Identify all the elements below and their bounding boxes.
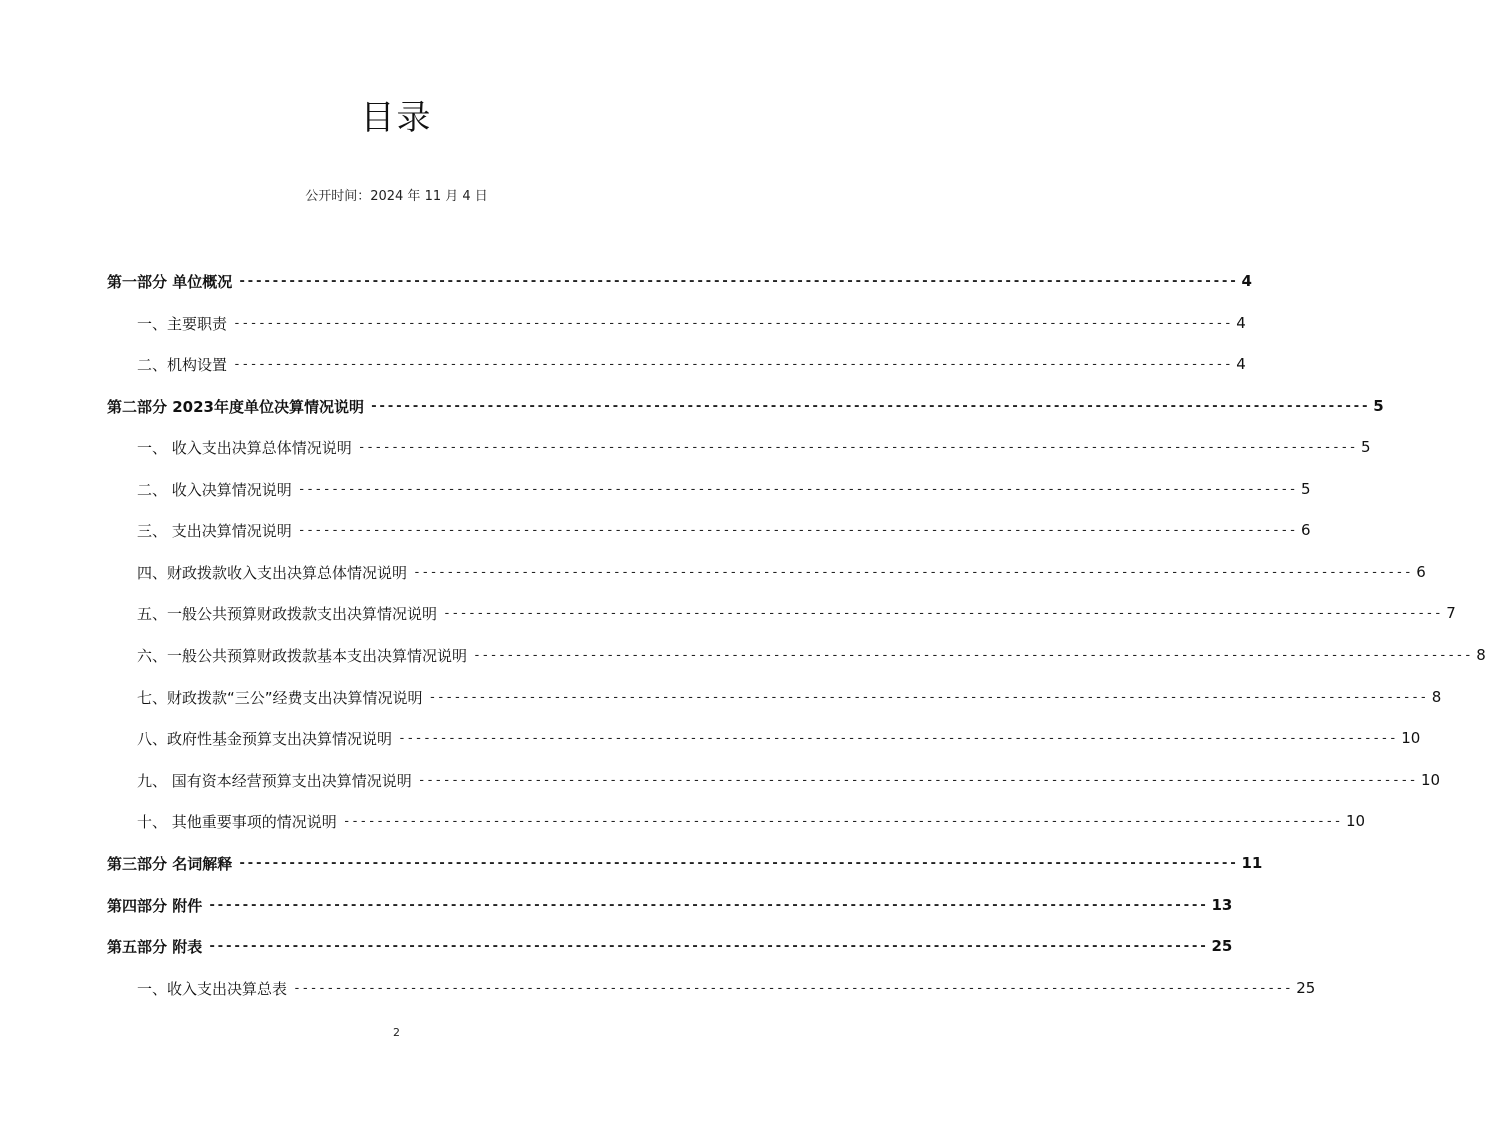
toc-entry-label: 八、政府性基金预算支出决算情况说明 [137, 729, 393, 748]
toc-dash-leader: ------------------------------------------------------------------------------------------------------------------------ [428, 689, 1428, 705]
toc-subsection-entry[interactable] [137, 351, 1246, 377]
toc-entry-label: 第五部分 附表 [107, 937, 203, 956]
toc-entry-page: 4 [1241, 272, 1252, 290]
toc-dash-leader: ------------------------------------------------------------------------------------------------------------------------ [297, 481, 1297, 497]
toc-entry-label: 第四部分 附件 [107, 896, 203, 915]
toc-subsection-entry[interactable] [137, 600, 1456, 626]
toc-subsection-entry[interactable] [137, 476, 1311, 502]
toc-entry-label: 一、收入支出决算总表 [137, 979, 288, 998]
toc-entry-label: 九、 国有资本经营预算支出决算情况说明 [137, 771, 412, 790]
toc-dash-leader: ------------------------------------------------------------------------------------------------------------------------ [293, 980, 1293, 996]
toc-entry-label: 六、一般公共预算财政拨款基本支出决算情况说明 [137, 646, 468, 665]
toc-dash-leader: ------------------------------------------------------------------------------------------------------------------------ [443, 605, 1443, 621]
publish-date: 公开时间：2024 年 11 月 4 日 [305, 189, 488, 204]
page-number: 2 [393, 1026, 400, 1039]
toc-dash-leader: ------------------------------------------------------------------------------------------------------------------------ [357, 439, 1357, 455]
page-title: 目录 [360, 98, 433, 138]
toc-dash-leader: ------------------------------------------------------------------------------------------------------------------------ [297, 522, 1297, 538]
toc-dash-leader: ------------------------------------------------------------------------------------------------------------------------ [233, 356, 1233, 372]
toc-entry-label: 十、 其他重要事项的情况说明 [137, 812, 337, 831]
toc-section-entry[interactable] [107, 933, 1233, 959]
toc-entry-label: 第三部分 名词解释 [107, 854, 233, 873]
toc-dash-leader: ------------------------------------------------------------------------------------------------------------------------ [473, 647, 1473, 663]
toc-entry-label: 第二部分 2023年度单位决算情况说明 [107, 397, 364, 416]
toc-section-entry[interactable] [107, 892, 1233, 918]
toc-entry-page: 4 [1236, 355, 1246, 373]
toc-entry-page: 4 [1236, 314, 1246, 332]
toc-entry-label: 三、 支出决算情况说明 [137, 521, 292, 540]
toc-dash-leader: ------------------------------------------------------------------------------------------------------------------------ [369, 398, 1370, 414]
toc-entry-page: 8 [1431, 688, 1442, 706]
toc-dash-leader: ------------------------------------------------------------------------------------------------------------------------ [233, 315, 1233, 331]
toc-dash-leader: ------------------------------------------------------------------------------------------------------------------------ [238, 855, 1238, 871]
toc-entry-label: 七、财政拨款“三公”经费支出决算情况说明 [137, 688, 423, 707]
toc-entry-page: 25 [1211, 937, 1233, 955]
toc-entry-page: 6 [1416, 563, 1426, 581]
toc-subsection-entry[interactable] [137, 310, 1246, 336]
toc-entry-page: 13 [1211, 896, 1233, 914]
toc-subsection-entry[interactable] [137, 434, 1371, 460]
toc-entry-label: 五、一般公共预算财政拨款支出决算情况说明 [137, 604, 438, 623]
toc-section-entry[interactable] [107, 850, 1263, 876]
toc-entry-page: 5 [1360, 438, 1371, 456]
toc-dash-leader: ------------------------------------------------------------------------------------------------------------------------ [417, 772, 1417, 788]
toc-entry-page: 5 [1300, 480, 1311, 498]
toc-subsection-entry[interactable] [137, 517, 1311, 543]
toc-entry-page: 25 [1296, 979, 1316, 997]
toc-entry-label: 四、财政拨款收入支出决算总体情况说明 [137, 563, 408, 582]
toc-entry-label: 第一部分 单位概况 [107, 272, 233, 291]
toc-dash-leader: ------------------------------------------------------------------------------------------------------------------------ [342, 813, 1342, 829]
toc-entry-page: 11 [1241, 854, 1263, 872]
toc-entry-page: 10 [1420, 771, 1441, 789]
toc-entry-label: 一、 收入支出决算总体情况说明 [137, 438, 352, 457]
toc-subsection-entry[interactable] [137, 808, 1366, 834]
toc-entry-label: 二、机构设置 [137, 355, 228, 374]
toc-subsection-entry[interactable] [137, 684, 1442, 710]
toc-dash-leader: ------------------------------------------------------------------------------------------------------------------------ [208, 938, 1208, 954]
toc-subsection-entry[interactable] [137, 725, 1421, 751]
toc-entry-label: 二、 收入决算情况说明 [137, 480, 292, 499]
toc-entry-page: 6 [1300, 521, 1311, 539]
toc-dash-leader: ------------------------------------------------------------------------------------------------------------------------ [238, 273, 1238, 289]
toc-entry-page: 8 [1476, 646, 1486, 664]
toc-dash-leader: ------------------------------------------------------------------------------------------------------------------------ [208, 897, 1208, 913]
toc-entry-page: 10 [1401, 729, 1421, 747]
toc-entry-page: 7 [1446, 604, 1456, 622]
toc-entry-page: 5 [1373, 397, 1384, 415]
toc-subsection-entry[interactable] [137, 642, 1486, 668]
toc-subsection-entry[interactable] [137, 975, 1316, 1001]
toc-entry-label: 一、主要职责 [137, 314, 228, 333]
toc-subsection-entry[interactable] [137, 559, 1426, 585]
toc-section-entry[interactable] [107, 268, 1252, 294]
toc-section-entry[interactable] [107, 393, 1384, 419]
toc-dash-leader: ------------------------------------------------------------------------------------------------------------------------ [398, 730, 1398, 746]
toc-dash-leader: ------------------------------------------------------------------------------------------------------------------------ [413, 564, 1413, 580]
toc-subsection-entry[interactable] [137, 767, 1441, 793]
toc-entry-page: 10 [1345, 812, 1366, 830]
